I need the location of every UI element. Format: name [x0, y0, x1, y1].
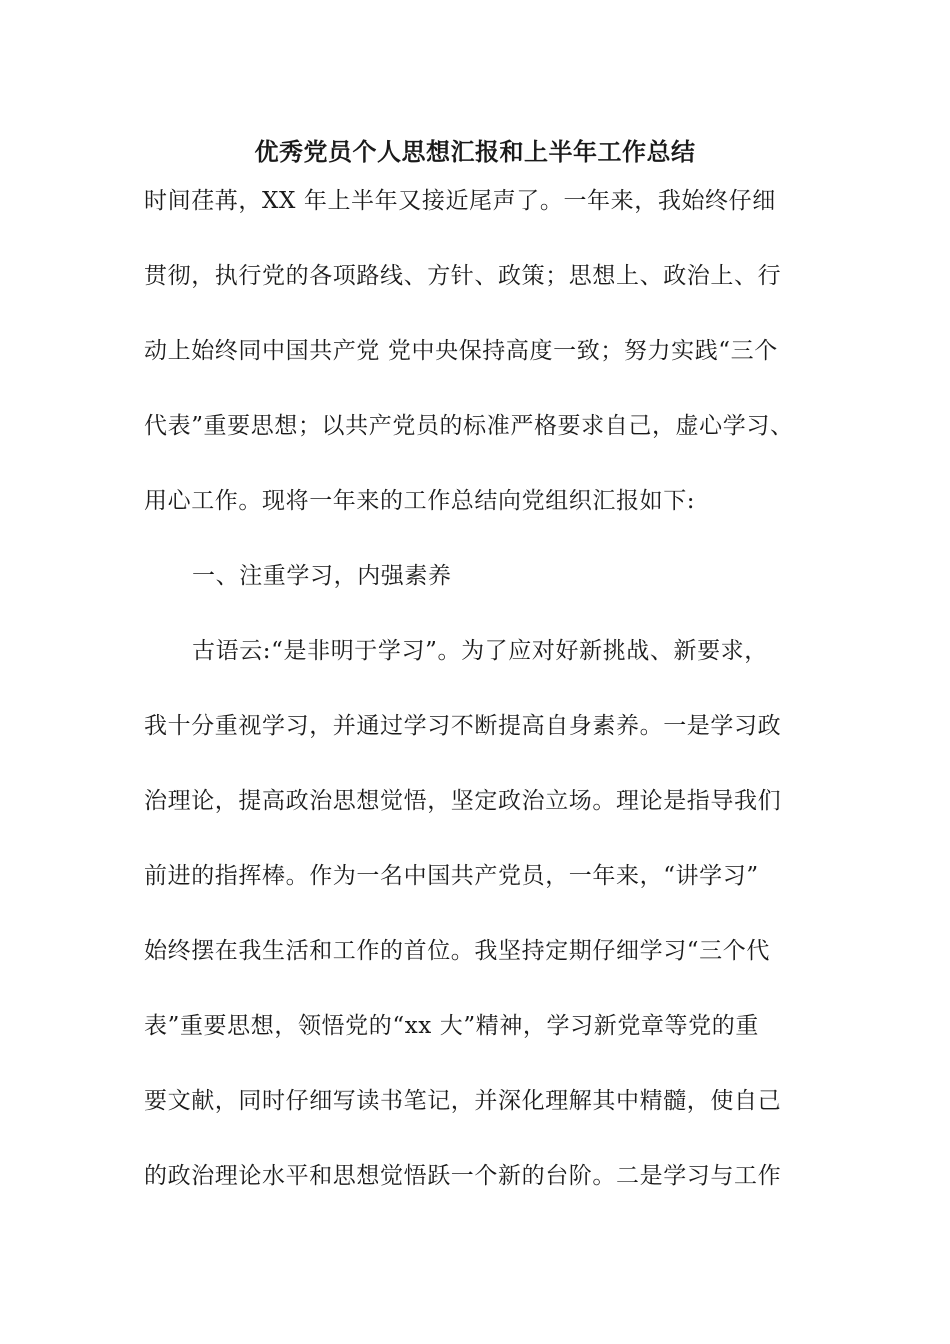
body-line: 前进的指挥棒。作为一名中国共产党员，一年来，“讲学习” [144, 863, 759, 889]
body-line: 表”重要思想，领悟党的“xx 大”精神，学习新党章等党的重 [144, 1013, 759, 1039]
body-line: 要文献，同时仔细写读书笔记，并深化理解其中精髓，使自己 [144, 1088, 782, 1114]
body-line: 动上始终同中国共产党 党中央保持高度一致；努力实践“三个 [144, 338, 778, 364]
body-line: 代表”重要思想；以共产党员的标准严格要求自己，虚心学习、 [144, 413, 794, 439]
body-line: 时间荏苒，XX 年上半年又接近尾声了。一年来，我始终仔细 [144, 188, 776, 214]
body-line: 的政治理论水平和思想觉悟跃一个新的台阶。二是学习与工作 [144, 1163, 782, 1189]
document-title: 优秀党员个人思想汇报和上半年工作总结 [254, 137, 696, 166]
body-line: 我十分重视学习，并通过学习不断提高自身素养。一是学习政 [144, 713, 782, 739]
section-heading: 一、注重学习，内强素养 [192, 563, 452, 589]
body-line: 贯彻，执行党的各项路线、方针、政策；思想上、政治上、行 [144, 263, 782, 289]
body-line: 治理论，提高政治思想觉悟，坚定政治立场。理论是指导我们 [144, 788, 782, 814]
body-line: 用心工作。现将一年来的工作总结向党组织汇报如下: [144, 488, 696, 514]
body-line: 始终摆在我生活和工作的首位。我坚持定期仔细学习“三个代 [144, 938, 770, 964]
body-line: 古语云:“是非明于学习”。为了应对好新挑战、新要求， [192, 638, 768, 664]
